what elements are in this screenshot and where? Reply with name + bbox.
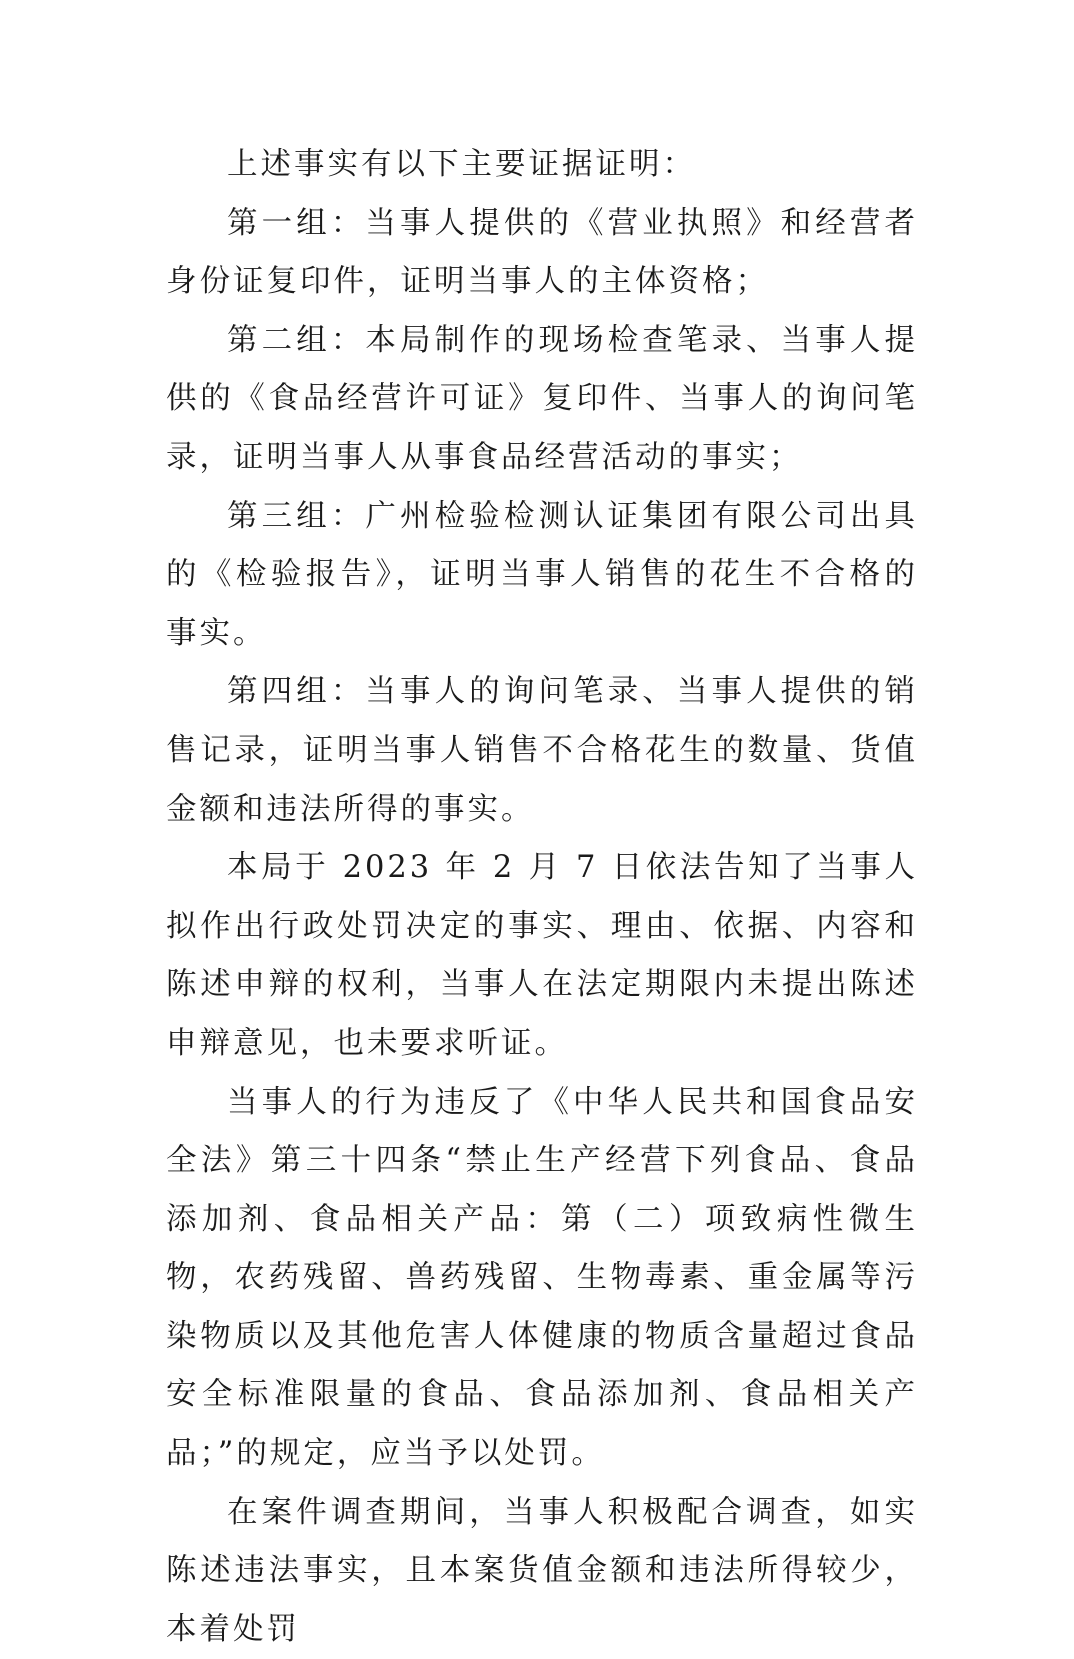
paragraph-legal-violation: 当事人的行为违反了《中华人民共和国食品安全法》第三十四条“禁止生产经营下列食品、食品添加剂、食品相关产品：第（二）项致病性微生物，农药残留、兽药残留、生物毒素、重金属等污染物质以及其他危害人体健康的物质含量超过食品安全标准限量的食品、食品添加剂、食品相关产品；”的规定，应当予以处罚。 xyxy=(166,1084,918,1472)
paragraph-evidence-group-1: 第一组：当事人提供的《营业执照》和经营者身份证复印件，证明当事人的主体资格； xyxy=(166,205,918,300)
paragraph-notification: 本局于 2023 年 2 月 7 日依法告知了当事人拟作出行政处罚决定的事实、理由、依据、内容和陈述申辩的权利，当事人在法定期限内未提出陈述申辩意见，也未要求听证。 xyxy=(166,850,918,1061)
paragraph-evidence-group-2: 第二组：本局制作的现场检查笔录、当事人提供的《食品经营许可证》复印件、当事人的询问笔录，证明当事人从事食品经营活动的事实； xyxy=(166,322,918,475)
paragraph-mitigation: 在案件调查期间，当事人积极配合调查，如实陈述违法事实，且本案货值金额和违法所得较少，本着处罚 xyxy=(166,1494,918,1647)
paragraph-evidence-group-4: 第四组：当事人的询问笔录、当事人提供的销售记录，证明当事人销售不合格花生的数量、货值金额和违法所得的事实。 xyxy=(166,674,918,827)
document-body xyxy=(166,136,918,1659)
paragraph-evidence-group-3: 第三组：广州检验检测认证集团有限公司出具的《检验报告》，证明当事人销售的花生不合格的事实。 xyxy=(166,498,918,651)
paragraph-evidence-intro: 上述事实有以下主要证据证明： xyxy=(227,147,696,182)
